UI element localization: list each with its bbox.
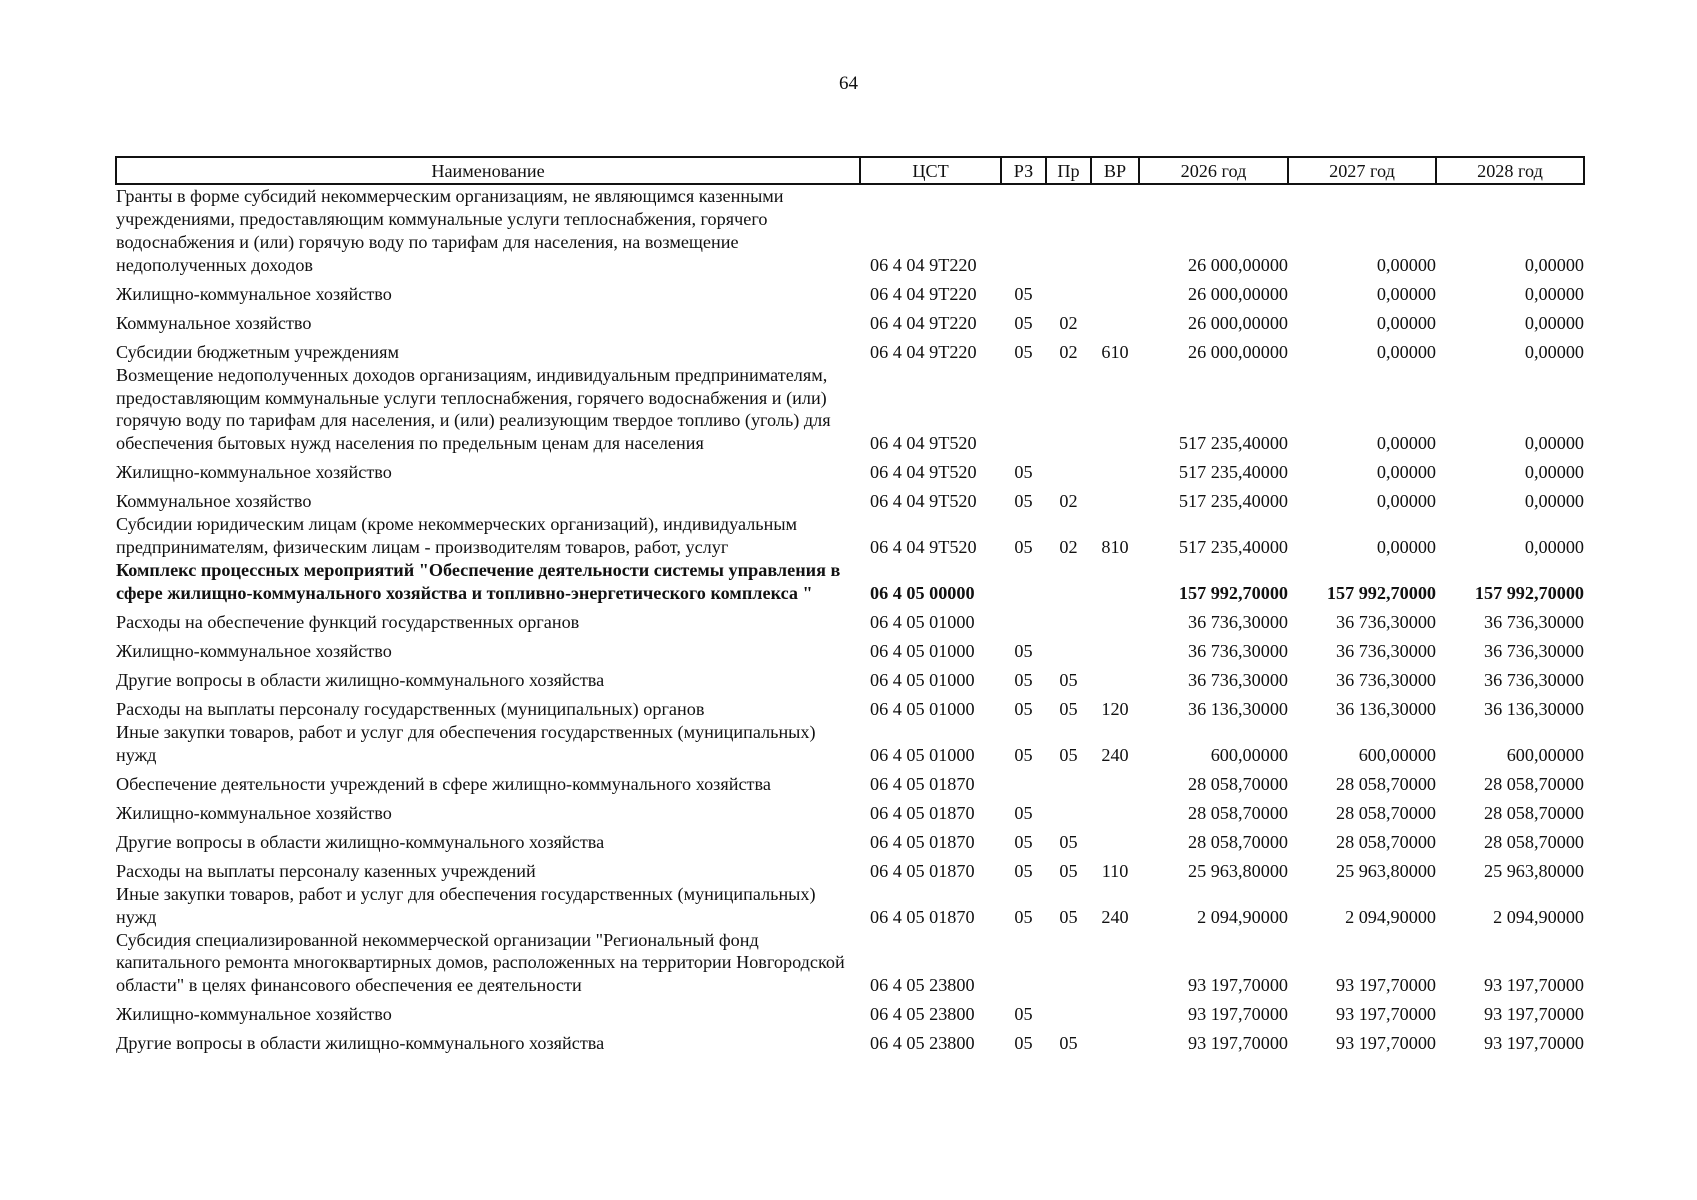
row-pr bbox=[1046, 364, 1091, 456]
row-amount-2028: 28 058,70000 bbox=[1483, 802, 1584, 823]
row-amount-2027: 36 736,30000 bbox=[1335, 669, 1436, 690]
row-amount-2027: 600,00000 bbox=[1358, 744, 1436, 765]
row-amount-2027: 28 058,70000 bbox=[1335, 831, 1436, 852]
row-pr: 02 bbox=[1059, 537, 1078, 558]
row-pr bbox=[1046, 559, 1091, 605]
row-amount-2026: 36 736,30000 bbox=[1187, 640, 1288, 661]
row-cst: 06 4 04 9Т220 bbox=[870, 254, 977, 275]
header-vr: ВР bbox=[1091, 157, 1139, 184]
header-pr: Пр bbox=[1046, 157, 1091, 184]
row-name: Субсидии юридическим лицам (кроме некоммерческих организаций), индивидуальным предпринимателям, физическим лицам - производителям товаров, работ, услуг bbox=[116, 514, 798, 558]
row-amount-2028: 36 736,30000 bbox=[1483, 640, 1584, 661]
row-pr: 05 bbox=[1059, 669, 1078, 690]
row-amount-2028: 0,00000 bbox=[1524, 254, 1584, 275]
budget-table bbox=[115, 156, 1585, 1055]
table-row bbox=[116, 825, 1584, 854]
table-row bbox=[116, 883, 1584, 929]
table-row bbox=[116, 559, 1584, 605]
table-row bbox=[116, 364, 1584, 456]
row-name: Субсидии бюджетным учреждениям bbox=[116, 341, 400, 362]
row-name: Обеспечение деятельности учреждений в сфере жилищно-коммунального хозяйства bbox=[116, 773, 771, 794]
table-row bbox=[116, 455, 1584, 484]
row-amount-2027: 0,00000 bbox=[1376, 433, 1436, 454]
row-cst: 06 4 04 9Т520 bbox=[870, 433, 977, 454]
row-amount-2027: 28 058,70000 bbox=[1335, 802, 1436, 823]
row-vr bbox=[1091, 663, 1139, 692]
row-amount-2026: 93 197,70000 bbox=[1187, 975, 1288, 996]
row-pr bbox=[1046, 605, 1091, 634]
row-rz: 05 bbox=[1014, 462, 1033, 483]
row-amount-2027: 25 963,80000 bbox=[1335, 860, 1436, 881]
row-amount-2026: 517 235,40000 bbox=[1178, 433, 1288, 454]
row-name: Расходы на обеспечение функций государственных органов bbox=[116, 611, 580, 632]
row-amount-2027: 0,00000 bbox=[1376, 537, 1436, 558]
row-vr: 610 bbox=[1101, 341, 1129, 362]
table-row bbox=[116, 513, 1584, 559]
row-pr: 05 bbox=[1059, 860, 1078, 881]
row-pr bbox=[1046, 767, 1091, 796]
row-name: Коммунальное хозяйство bbox=[116, 312, 312, 333]
table-row bbox=[116, 929, 1584, 998]
row-pr bbox=[1046, 796, 1091, 825]
row-rz: 05 bbox=[1014, 831, 1033, 852]
row-name: Жилищно-коммунальное хозяйство bbox=[116, 640, 392, 661]
row-name: Комплекс процессных мероприятий "Обеспечение деятельности системы управления в сфере жилищно-коммунального хозяйства и топливно-энергетического комплекса " bbox=[116, 560, 841, 603]
row-amount-2028: 0,00000 bbox=[1524, 433, 1584, 454]
row-amount-2026: 28 058,70000 bbox=[1187, 831, 1288, 852]
row-name: Жилищно-коммунальное хозяйство bbox=[116, 1004, 392, 1025]
row-amount-2026: 28 058,70000 bbox=[1187, 773, 1288, 794]
row-amount-2027: 93 197,70000 bbox=[1335, 1033, 1436, 1054]
row-amount-2028: 0,00000 bbox=[1524, 283, 1584, 304]
row-pr: 02 bbox=[1059, 312, 1078, 333]
row-rz: 05 bbox=[1014, 537, 1033, 558]
row-amount-2026: 36 736,30000 bbox=[1187, 669, 1288, 690]
row-cst: 06 4 04 9Т220 bbox=[870, 312, 977, 333]
row-rz bbox=[1001, 929, 1046, 998]
row-cst: 06 4 05 01870 bbox=[870, 906, 975, 927]
row-name: Иные закупки товаров, работ и услуг для обеспечения государственных (муниципальных) нужд bbox=[116, 721, 816, 765]
row-name: Гранты в форме субсидий некоммерческим организациям, не являющимся казенными учреждениями, предоставляющим коммунальные услуги теплоснабжения, горячего водоснабжения и (или) горячую воду по тарифам для населения, на возмещение недополученных доходов bbox=[116, 186, 784, 275]
row-vr bbox=[1091, 929, 1139, 998]
header-cst: ЦСТ bbox=[860, 157, 1001, 184]
row-cst: 06 4 05 23800 bbox=[870, 1033, 975, 1054]
row-vr bbox=[1091, 605, 1139, 634]
row-rz: 05 bbox=[1014, 744, 1033, 765]
row-amount-2026: 517 235,40000 bbox=[1178, 537, 1288, 558]
row-vr: 810 bbox=[1101, 537, 1129, 558]
row-name: Другие вопросы в области жилищно-коммунального хозяйства bbox=[116, 1033, 605, 1054]
row-amount-2028: 2 094,90000 bbox=[1493, 906, 1584, 927]
row-vr bbox=[1091, 997, 1139, 1026]
table-header bbox=[116, 157, 1584, 184]
row-amount-2027: 0,00000 bbox=[1376, 283, 1436, 304]
row-amount-2026: 26 000,00000 bbox=[1187, 341, 1288, 362]
row-vr bbox=[1091, 1026, 1139, 1055]
row-name: Субсидия специализированной некоммерческой организации "Региональный фонд капитального ремонта многоквартирных домов, расположенных на территории Новгородской области" в целях финансового обеспечения ее деятельности bbox=[116, 929, 845, 996]
row-pr bbox=[1046, 634, 1091, 663]
row-amount-2028: 600,00000 bbox=[1506, 744, 1584, 765]
row-amount-2026: 93 197,70000 bbox=[1187, 1004, 1288, 1025]
row-cst: 06 4 04 9Т520 bbox=[870, 491, 977, 512]
row-amount-2027: 0,00000 bbox=[1376, 462, 1436, 483]
header-rz: РЗ bbox=[1001, 157, 1046, 184]
row-pr bbox=[1046, 455, 1091, 484]
row-name: Коммунальное хозяйство bbox=[116, 491, 312, 512]
row-rz: 05 bbox=[1014, 491, 1033, 512]
row-amount-2026: 26 000,00000 bbox=[1187, 312, 1288, 333]
table-body bbox=[116, 184, 1584, 1055]
row-name: Другие вопросы в области жилищно-коммунального хозяйства bbox=[116, 669, 605, 690]
row-pr: 05 bbox=[1059, 831, 1078, 852]
row-pr bbox=[1046, 184, 1091, 277]
row-vr bbox=[1091, 306, 1139, 335]
row-amount-2027: 157 992,70000 bbox=[1326, 582, 1436, 603]
row-vr bbox=[1091, 455, 1139, 484]
row-cst: 06 4 05 01870 bbox=[870, 831, 975, 852]
row-vr bbox=[1091, 825, 1139, 854]
row-amount-2026: 26 000,00000 bbox=[1187, 254, 1288, 275]
row-pr: 05 bbox=[1059, 906, 1078, 927]
row-cst: 06 4 05 23800 bbox=[870, 975, 975, 996]
row-amount-2027: 0,00000 bbox=[1376, 341, 1436, 362]
row-amount-2026: 93 197,70000 bbox=[1187, 1033, 1288, 1054]
row-vr bbox=[1091, 184, 1139, 277]
row-rz: 05 bbox=[1014, 802, 1033, 823]
table-row bbox=[116, 484, 1584, 513]
row-rz bbox=[1001, 767, 1046, 796]
row-amount-2027: 93 197,70000 bbox=[1335, 975, 1436, 996]
table-row bbox=[116, 767, 1584, 796]
row-cst: 06 4 04 9Т220 bbox=[870, 341, 977, 362]
header-2026: 2026 год bbox=[1139, 157, 1288, 184]
row-name: Расходы на выплаты персоналу казенных учреждений bbox=[116, 860, 536, 881]
row-amount-2028: 93 197,70000 bbox=[1483, 1004, 1584, 1025]
row-cst: 06 4 05 01000 bbox=[870, 698, 975, 719]
table-row bbox=[116, 721, 1584, 767]
row-amount-2028: 0,00000 bbox=[1524, 341, 1584, 362]
row-amount-2028: 28 058,70000 bbox=[1483, 831, 1584, 852]
row-amount-2027: 2 094,90000 bbox=[1345, 906, 1436, 927]
table-row bbox=[116, 997, 1584, 1026]
row-name: Возмещение недополученных доходов организациям, индивидуальным предпринимателям, предоставляющим коммунальные услуги теплоснабжения, горячего водоснабжения и (или) горячую воду по тарифам для населения, и (или) реализующим твердое топливо (уголь) для обеспечения бытовых нужд населения по предельным ценам для населения bbox=[116, 364, 831, 454]
row-amount-2026: 36 736,30000 bbox=[1187, 611, 1288, 632]
row-rz: 05 bbox=[1014, 1033, 1033, 1054]
row-vr bbox=[1091, 634, 1139, 663]
table-row bbox=[116, 277, 1584, 306]
row-name: Расходы на выплаты персоналу государственных (муниципальных) органов bbox=[116, 698, 705, 719]
row-name: Жилищно-коммунальное хозяйство bbox=[116, 462, 392, 483]
row-vr bbox=[1091, 559, 1139, 605]
header-2027: 2027 год bbox=[1288, 157, 1436, 184]
row-cst: 06 4 05 01870 bbox=[870, 802, 975, 823]
row-amount-2028: 93 197,70000 bbox=[1483, 1033, 1584, 1054]
row-vr bbox=[1091, 277, 1139, 306]
row-amount-2028: 36 136,30000 bbox=[1483, 698, 1584, 719]
table-row bbox=[116, 692, 1584, 721]
table-row bbox=[116, 335, 1584, 364]
row-cst: 06 4 05 01000 bbox=[870, 669, 975, 690]
table-row bbox=[116, 184, 1584, 277]
row-rz: 05 bbox=[1014, 341, 1033, 362]
row-pr: 05 bbox=[1059, 698, 1078, 719]
row-rz bbox=[1001, 605, 1046, 634]
row-rz: 05 bbox=[1014, 698, 1033, 719]
table-row bbox=[116, 634, 1584, 663]
row-amount-2028: 25 963,80000 bbox=[1483, 860, 1584, 881]
table-row bbox=[116, 306, 1584, 335]
row-rz: 05 bbox=[1014, 283, 1033, 304]
row-amount-2028: 0,00000 bbox=[1524, 462, 1584, 483]
row-pr bbox=[1046, 997, 1091, 1026]
row-name: Иные закупки товаров, работ и услуг для обеспечения государственных (муниципальных) нужд bbox=[116, 883, 816, 927]
row-pr bbox=[1046, 929, 1091, 998]
row-amount-2027: 36 736,30000 bbox=[1335, 611, 1436, 632]
row-amount-2027: 0,00000 bbox=[1376, 491, 1436, 512]
row-amount-2026: 28 058,70000 bbox=[1187, 802, 1288, 823]
table-row bbox=[116, 605, 1584, 634]
row-amount-2028: 36 736,30000 bbox=[1483, 669, 1584, 690]
row-vr bbox=[1091, 767, 1139, 796]
row-vr: 240 bbox=[1101, 906, 1129, 927]
row-vr bbox=[1091, 364, 1139, 456]
row-rz: 05 bbox=[1014, 906, 1033, 927]
row-vr bbox=[1091, 484, 1139, 513]
row-rz bbox=[1001, 364, 1046, 456]
row-amount-2027: 36 736,30000 bbox=[1335, 640, 1436, 661]
row-cst: 06 4 05 01000 bbox=[870, 640, 975, 661]
header-name: Наименование bbox=[116, 157, 860, 184]
row-cst: 06 4 05 01000 bbox=[870, 611, 975, 632]
row-cst: 06 4 05 01870 bbox=[870, 860, 975, 881]
table-row bbox=[116, 1026, 1584, 1055]
row-vr: 110 bbox=[1101, 860, 1129, 881]
row-name: Жилищно-коммунальное хозяйство bbox=[116, 283, 392, 304]
row-pr bbox=[1046, 277, 1091, 306]
row-amount-2028: 0,00000 bbox=[1524, 537, 1584, 558]
row-name: Другие вопросы в области жилищно-коммунального хозяйства bbox=[116, 831, 605, 852]
row-vr bbox=[1091, 796, 1139, 825]
row-name: Жилищно-коммунальное хозяйство bbox=[116, 802, 392, 823]
row-amount-2028: 36 736,30000 bbox=[1483, 611, 1584, 632]
row-amount-2028: 93 197,70000 bbox=[1483, 975, 1584, 996]
row-pr: 05 bbox=[1059, 1033, 1078, 1054]
row-amount-2027: 36 136,30000 bbox=[1335, 698, 1436, 719]
row-amount-2027: 93 197,70000 bbox=[1335, 1004, 1436, 1025]
row-cst: 06 4 05 23800 bbox=[870, 1004, 975, 1025]
row-amount-2026: 25 963,80000 bbox=[1187, 860, 1288, 881]
row-pr: 02 bbox=[1059, 491, 1078, 512]
row-amount-2028: 0,00000 bbox=[1524, 312, 1584, 333]
row-rz bbox=[1001, 559, 1046, 605]
row-amount-2026: 2 094,90000 bbox=[1197, 906, 1288, 927]
row-amount-2027: 0,00000 bbox=[1376, 254, 1436, 275]
row-amount-2028: 157 992,70000 bbox=[1474, 582, 1584, 603]
table-row bbox=[116, 796, 1584, 825]
row-amount-2028: 28 058,70000 bbox=[1483, 773, 1584, 794]
row-rz bbox=[1001, 184, 1046, 277]
row-amount-2026: 517 235,40000 bbox=[1178, 491, 1288, 512]
row-amount-2026: 517 235,40000 bbox=[1178, 462, 1288, 483]
row-rz: 05 bbox=[1014, 669, 1033, 690]
row-amount-2027: 28 058,70000 bbox=[1335, 773, 1436, 794]
row-cst: 06 4 04 9Т520 bbox=[870, 537, 977, 558]
row-rz: 05 bbox=[1014, 312, 1033, 333]
row-amount-2028: 0,00000 bbox=[1524, 491, 1584, 512]
row-amount-2026: 600,00000 bbox=[1210, 744, 1288, 765]
row-amount-2026: 36 136,30000 bbox=[1187, 698, 1288, 719]
row-cst: 06 4 05 00000 bbox=[870, 582, 975, 603]
header-2028: 2028 год bbox=[1436, 157, 1584, 184]
row-rz: 05 bbox=[1014, 860, 1033, 881]
row-pr: 02 bbox=[1059, 341, 1078, 362]
row-rz: 05 bbox=[1014, 640, 1033, 661]
page-number: 64 bbox=[839, 73, 858, 94]
row-cst: 06 4 05 01870 bbox=[870, 773, 975, 794]
row-amount-2026: 157 992,70000 bbox=[1178, 582, 1288, 603]
header-row bbox=[116, 157, 1584, 184]
row-cst: 06 4 04 9Т520 bbox=[870, 462, 977, 483]
table-row bbox=[116, 663, 1584, 692]
row-rz: 05 bbox=[1014, 1004, 1033, 1025]
row-vr: 240 bbox=[1101, 744, 1129, 765]
row-amount-2027: 0,00000 bbox=[1376, 312, 1436, 333]
row-cst: 06 4 05 01000 bbox=[870, 744, 975, 765]
row-vr: 120 bbox=[1101, 698, 1129, 719]
row-cst: 06 4 04 9Т220 bbox=[870, 283, 977, 304]
row-amount-2026: 26 000,00000 bbox=[1187, 283, 1288, 304]
row-pr: 05 bbox=[1059, 744, 1078, 765]
table-row bbox=[116, 854, 1584, 883]
